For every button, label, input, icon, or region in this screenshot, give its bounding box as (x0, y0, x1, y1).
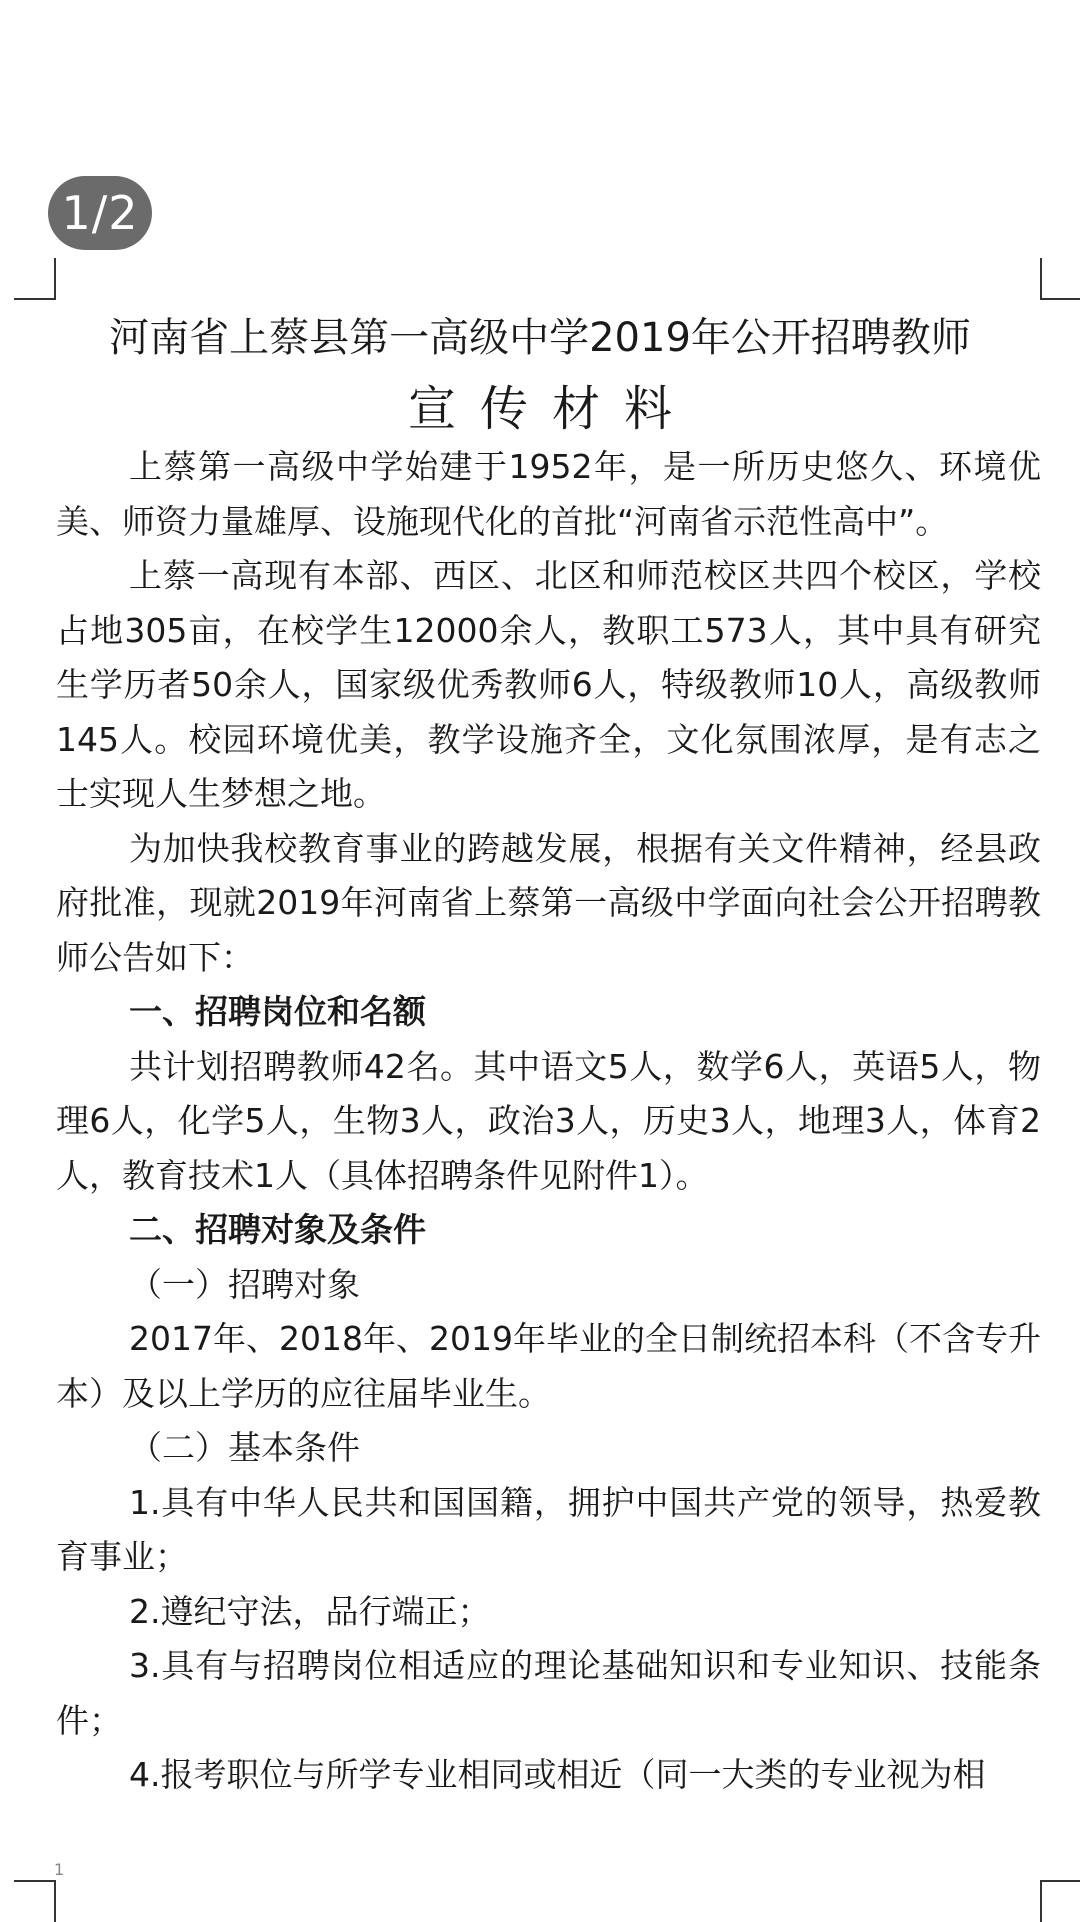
paragraph: 2017年、2018年、2019年毕业的全日制统招本科（不含专升本）及以上学历的应往届毕业生。 (56, 1319, 1041, 1413)
paragraph: 上蔡第一高级中学始建于1952年，是一所历史悠久、环境优美、师资力量雄厚、设施现代化的首批“河南省示范性高中”。 (56, 447, 1041, 541)
crop-mark-top-left (14, 258, 56, 300)
list-item: 1.具有中华人民共和国国籍，拥护中国共产党的领导，热爱教育事业； (56, 1482, 1041, 1576)
section-heading: 二、招聘对象及条件 (129, 1210, 426, 1249)
paragraph: 上蔡一高现有本部、西区、北区和师范校区共四个校区，学校占地305亩，在校学生12000余人，教职工573人，其中具有研究生学历者50余人，国家级优秀教师6人，特级教师10人，高级教师145人。校园环境优美，教学设施齐全，文化氛围浓厚，是有志之士实现人生梦想之地。 (56, 556, 1041, 813)
section-heading: 一、招聘岗位和名额 (129, 992, 426, 1031)
paragraph: 共计划招聘教师42名。其中语文5人，数学6人，英语5人，物理6人，化学5人，生物3人，政治3人，历史3人，地理3人，体育2人，教育技术1人（具体招聘条件见附件1）。 (56, 1046, 1041, 1195)
page-indicator-badge: 1/2 (48, 176, 152, 250)
document-subtitle: 宣传材料 (407, 381, 696, 437)
crop-mark-bottom-left (14, 1880, 56, 1922)
paragraph: 为加快我校教育事业的跨越发展，根据有关文件精神，经县政府批准，现就2019年河南省上蔡第一高级中学面向社会公开招聘教师公告如下： (56, 828, 1041, 977)
crop-mark-top-right (1040, 258, 1080, 300)
subsection-heading: （二）基本条件 (129, 1428, 360, 1467)
crop-mark-bottom-right (1040, 1880, 1080, 1922)
list-item: 4.报考职位与所学专业相同或相近（同一大类的专业视为相 (129, 1755, 986, 1794)
list-item: 3.具有与招聘岗位相适应的理论基础知识和专业知识、技能条件； (56, 1646, 1041, 1740)
subsection-heading: （一）招聘对象 (129, 1264, 360, 1304)
list-item: 2.遵纪守法，品行端正； (129, 1591, 491, 1631)
document-body (56, 440, 1041, 1803)
page-number: 1 (54, 1860, 65, 1879)
document-title: 河南省上蔡县第一高级中学2019年公开招聘教师 (109, 315, 971, 361)
